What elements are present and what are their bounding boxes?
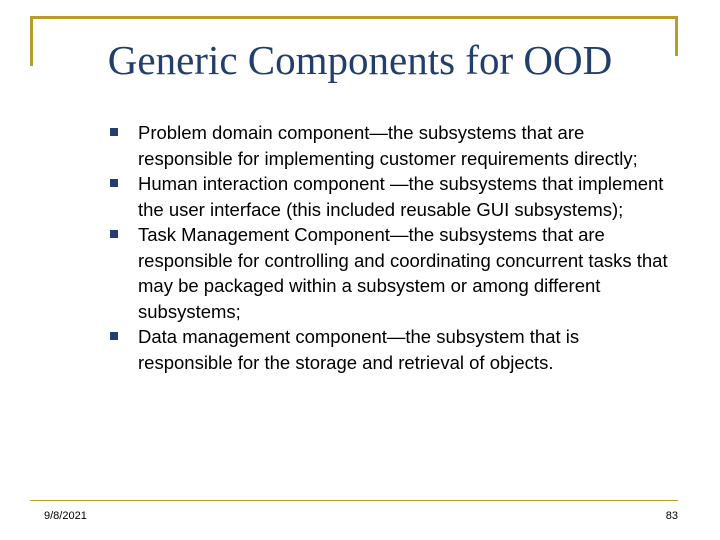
bullet-item-problem-domain [108, 120, 668, 171]
footer-date: 9/8/2021 [44, 510, 87, 522]
slide-title: Generic Components for OOD [107, 37, 613, 83]
bullet-text: Task Management Component—the subsystems that are responsible for controlling and coordinating concurrent tasks that may be packaged within a subsystem or among different subsystems; [138, 224, 668, 322]
square-bullet-icon [110, 230, 118, 238]
frame-top-line [30, 16, 678, 19]
bullet-text: Human interaction component —the subsystems that implement the user interface (this included reusable GUI subsystems); [138, 173, 664, 220]
bullet-item-task-management [108, 222, 668, 324]
square-bullet-icon [110, 128, 118, 136]
footer-divider [30, 500, 678, 501]
bullet-item-data-management [108, 324, 668, 375]
square-bullet-icon [110, 332, 118, 340]
bullet-text: Data management component—the subsystem that is responsible for the storage and retrieval of objects. [138, 326, 580, 373]
page-number: 83 [665, 510, 678, 522]
square-bullet-icon [110, 179, 118, 187]
bullet-list [108, 120, 668, 375]
bullet-text: Problem domain component—the subsystems that are responsible for implementing customer requirements directly; [138, 122, 638, 169]
bullet-item-human-interaction [108, 171, 668, 222]
